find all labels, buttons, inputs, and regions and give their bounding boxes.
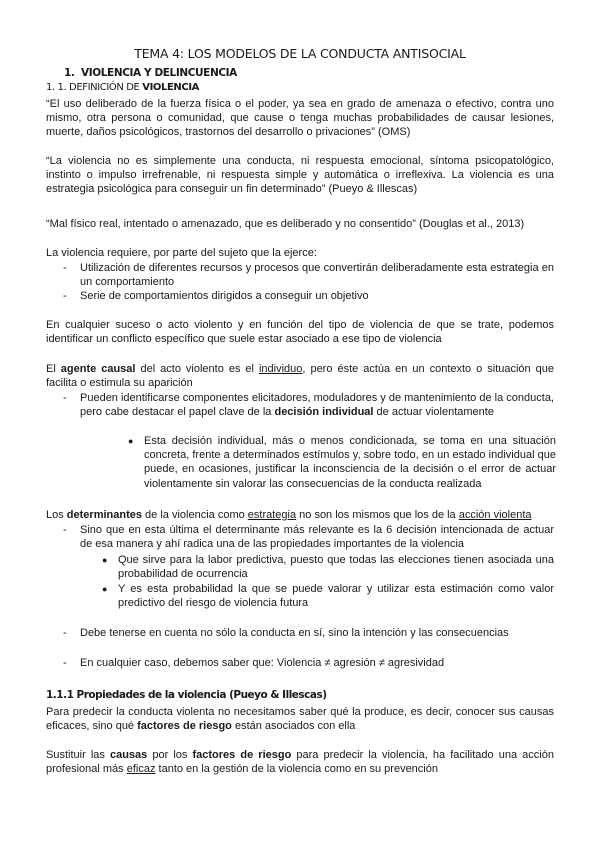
bullet-icon: ● [102,555,108,565]
text-run: Para predecir la conducta violenta no necesitamos saber qué la produce, es decir, conocer sus causas eficaces, sino qué [46,706,554,733]
text-run: El [46,363,61,375]
dash-bullet-icon: - [63,657,67,669]
section-number: 1. [64,67,75,79]
section-label: VIOLENCIA Y DELINCUENCIA [81,67,237,79]
list-item-text: Sino que en esta última el determinante más relevante es la 6 decisión intencionada de actuar de esa manera y ahí radica una de las propiedades importantes de la violencia [80,524,554,551]
dash-bullet-icon: - [63,392,67,404]
list-item [63,523,554,551]
subsection-prefix: 1. 1. DEFINICIÓN DE [46,82,143,93]
bullet-item [102,553,554,581]
list-item [63,656,554,670]
determinants-paragraph [46,508,554,522]
text-run: Los [46,509,67,521]
agent-paragraph [46,362,554,390]
quote-pueyo: “La violencia no es simplemente una conducta, ni respuesta emocional, síntoma psicopatológico, instinto o impulso irrefrenable, ni respuesta simple y automática o irreflexiva. La violencia es una estrategia psicológica para conseguir un fin determinado” (Pueyo & Illescas) [46,155,554,196]
requires-intro: La violencia requiere, por parte del sujeto que la ejerce: [46,247,317,259]
subsection-heading-definicion [46,82,199,93]
bold-agente-causal: agente causal [60,363,136,375]
quote-oms: “El uso deliberado de la fuerza física o el poder, ya sea en grado de amenaza o efectivo, contra uno mismo, otra persona o comunidad, que cause o tenga muchas probabilidades de causar lesiones, muerte, daños psicológicos, trastornos del desarrollo o privaciones” (OMS) [46,98,554,139]
text-run: de actuar violentamente [373,406,494,419]
underline-estrategia: estrategia [247,509,297,521]
bullet-item [128,434,556,491]
text-run: del acto violento es el [135,363,259,375]
text-run: de la violencia como [142,509,248,521]
bullet-icon: ● [102,584,108,594]
bold-factores-de-riesgo: factores de riesgo [192,749,292,761]
underline-individuo: individuo [258,363,303,375]
substitute-paragraph [46,748,554,776]
list-item [63,391,554,419]
text-run: tanto en la gestión de la violencia como en su prevención [155,763,438,776]
text-run: están asociados con ella [231,720,356,733]
bold-decision-individual: decisión individual [274,406,374,419]
dash-bullet-icon: - [63,262,67,274]
list-item-text: Debe tenerse en cuenta no sólo la conducta en sí, sino la intención y las consecuencias [80,627,509,639]
underline-accion-violenta: acción violenta [458,509,532,521]
bullet-item [102,582,554,610]
dash-bullet-icon: - [63,524,67,536]
list-item-text: En cualquier caso, debemos saber que: Violencia ≠ agresión ≠ agresividad [80,657,445,669]
bullet-text: Y es esta probabilidad la que se puede valorar y utilizar esta estimación como valor predictivo del riesgo de violencia futura [118,583,554,610]
bold-causas: causas [109,749,148,761]
dash-bullet-icon: - [63,627,67,639]
conflict-paragraph: En cualquier suceso o acto violento y en función del tipo de violencia de que se trate, podemos identificar un conflicto específico que suele estar asociado a ese tipo de violencia [46,319,554,346]
page-title: TEMA 4: LOS MODELOS DE LA CONDUCTA ANTISOCIAL [134,46,466,61]
dash-bullet-icon: - [63,290,67,302]
subsection-heading-propiedades: 1.1.1 Propiedades de la violencia (Pueyo & Illescas) [46,689,327,701]
list-item [63,261,554,289]
bullet-text: Esta decisión individual, más o menos condicionada, se toma en una situación concreta, frente a determinados estímulos y, sobre todo, en un estado individual que puede, en ocasiones, justificar la inconsciencia de la decisión o el error de actuar violentamente sin valorar las consecuencias de la conducta realizada [144,435,556,490]
subsection-bold: VIOLENCIA [142,82,199,93]
bold-determinantes: determinantes [66,509,142,521]
bold-factores-de-riesgo: factores de riesgo [137,720,232,733]
predict-paragraph [46,705,554,733]
list-item-text: Utilización de diferentes recursos y procesos que convertirán deliberadamente esta estrategia en un comportamiento [80,262,554,289]
text-run: por los [147,749,193,761]
list-item [63,626,554,640]
section-heading-violencia [64,67,237,79]
bullet-text: Que sirve para la labor predictiva, puesto que todas las elecciones tienen asociada una probabilidad de ocurrencia [118,554,554,581]
list-item [63,289,554,303]
text-run: , pero éste actúa en un contexto o situación que facilita o estimula su aparición [46,363,555,390]
quote-douglas: “Mal físico real, intentado o amenazado, que es deliberado y no consentido” (Douglas et al., 2013) [46,218,525,230]
text-run: Sustituir las [46,749,110,761]
list-item-text: Serie de comportamientos dirigidos a conseguir un objetivo [80,290,369,302]
text-run: para predecir la violencia, ha facilitado una acción profesional más [46,749,554,776]
text-run: no son los mismos que los de la [296,509,459,521]
underline-eficaz: eficaz [126,763,156,776]
bullet-icon: ● [128,436,134,446]
text-run: Pueden identificarse componentes elicitadores, moduladores y de mantenimiento de la conducta, pero cabe destacar el papel clave de la [80,392,554,419]
